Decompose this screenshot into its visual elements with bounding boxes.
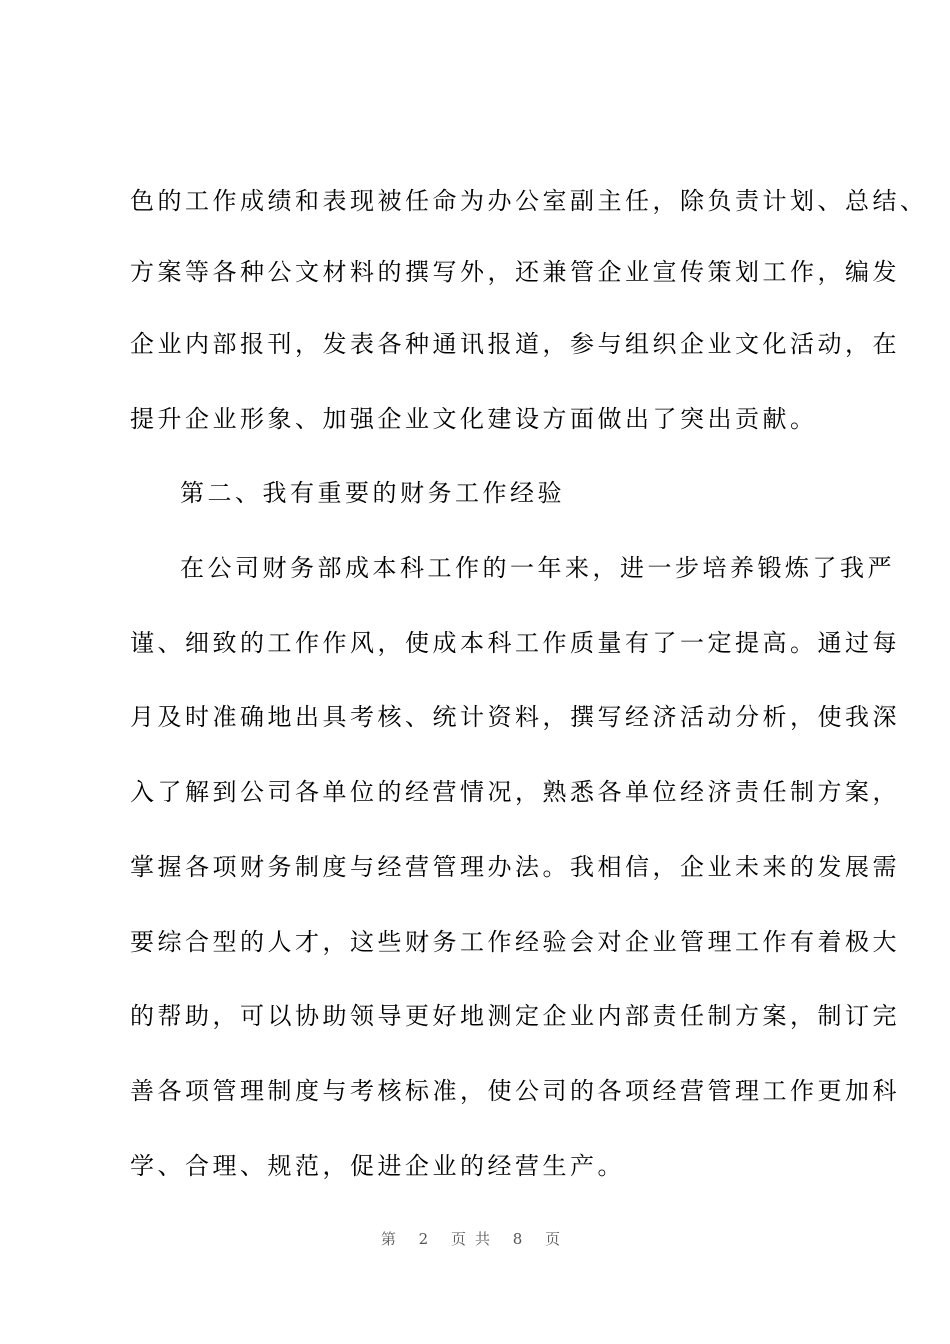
body-text-line: 掌握各项财务制度与经营管理办法。我相信，企业未来的发展需	[130, 853, 900, 881]
body-text-line: 学、合理、规范，促进企业的经营生产。	[130, 1152, 625, 1180]
body-text-line: 提升企业形象、加强企业文化建设方面做出了突出贡献。	[130, 405, 818, 433]
body-text-line: 色的工作成绩和表现被任命为办公室副主任，除负责计划、总结、	[130, 187, 928, 215]
body-text-line: 的帮助，可以协助领导更好地测定企业内部责任制方案，制订完	[130, 1002, 900, 1030]
body-text-line: 方案等各种公文材料的撰写外，还兼管企业宣传策划工作，编发	[130, 258, 900, 286]
body-text-line: 月及时准确地出具考核、统计资料，撰写经济活动分析，使我深	[130, 703, 900, 731]
page-number-footer: 第 2 页共 8 页	[380, 1230, 570, 1248]
body-text-line: 谨、细致的工作作风，使成本科工作质量有了一定提高。通过每	[130, 629, 900, 657]
body-text-line: 在公司财务部成本科工作的一年来，进一步培养锻炼了我严	[180, 554, 895, 582]
body-text-line: 企业内部报刊，发表各种通讯报道，参与组织企业文化活动，在	[130, 330, 900, 358]
section-heading: 第二、我有重要的财务工作经验	[180, 479, 565, 507]
body-text-line: 入了解到公司各单位的经营情况，熟悉各单位经济责任制方案，	[130, 778, 900, 806]
body-text-line: 善各项管理制度与考核标准，使公司的各项经营管理工作更加科	[130, 1077, 900, 1105]
body-text-line: 要综合型的人才，这些财务工作经验会对企业管理工作有着极大	[130, 928, 900, 956]
